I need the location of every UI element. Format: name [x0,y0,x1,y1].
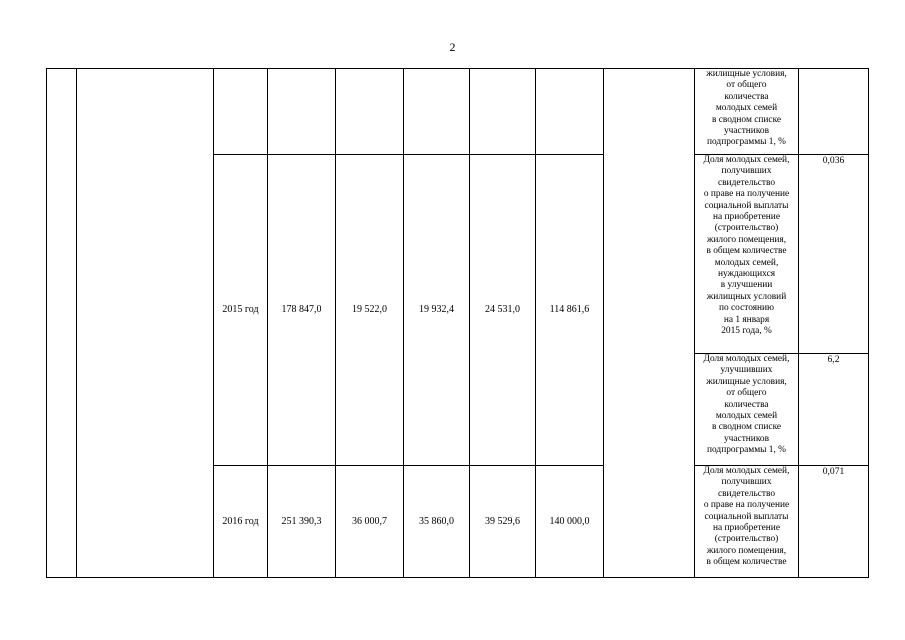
value-total-cell: 178 847,0 [268,155,336,466]
value-federal-cell: 19 522,0 [336,155,404,466]
value-total-cell: 251 390,3 [268,466,336,578]
responsible-cell [604,69,695,578]
value-total-cell [268,69,336,155]
indicator-text: жилищные условия, от общего количества молодых семей в сводном списке участников подпрограммы 1, % [695,69,799,155]
program-table [46,68,869,578]
indicator-text: Доля молодых семей, получивших свидетельство о праве на получение социальной выплаты на приобретение (строительство) жилого помещения, в общем количестве молодых семей, нуждающихся в улучшении жилищных условий по состоянию на 1 января 2015 года, % [695,155,799,354]
value-other-cell: 140 000,0 [536,466,604,578]
indicator-value [799,69,869,155]
value-other-cell [536,69,604,155]
value-other-cell: 114 861,6 [536,155,604,466]
value-regional-cell: 19 932,4 [404,155,470,466]
year-cell [214,69,268,155]
index-cell [47,69,77,578]
page-number: 2 [449,40,456,54]
indicator-text: Доля молодых семей, получивших свидетельство о праве на получение социальной выплаты на приобретение (строительство) жилого помещения, в общем количестве [695,466,799,578]
year-cell: 2015 год [214,155,268,466]
value-local-cell: 39 529,6 [470,466,536,578]
value-regional-cell [404,69,470,155]
indicator-value: 6,2 [799,354,869,466]
measure-cell [77,69,214,578]
year-cell: 2016 год [214,466,268,578]
indicator-value: 0,071 [799,466,869,578]
table-row [47,69,869,155]
indicator-text: Доля молодых семей, улучшивших жилищные условия, от общего количества молодых семей в сводном списке участников подпрограммы 1, % [695,354,799,466]
value-local-cell [470,69,536,155]
value-local-cell: 24 531,0 [470,155,536,466]
value-federal-cell: 36 000,7 [336,466,404,578]
value-federal-cell [336,69,404,155]
value-regional-cell: 35 860,0 [404,466,470,578]
indicator-value: 0,036 [799,155,869,354]
